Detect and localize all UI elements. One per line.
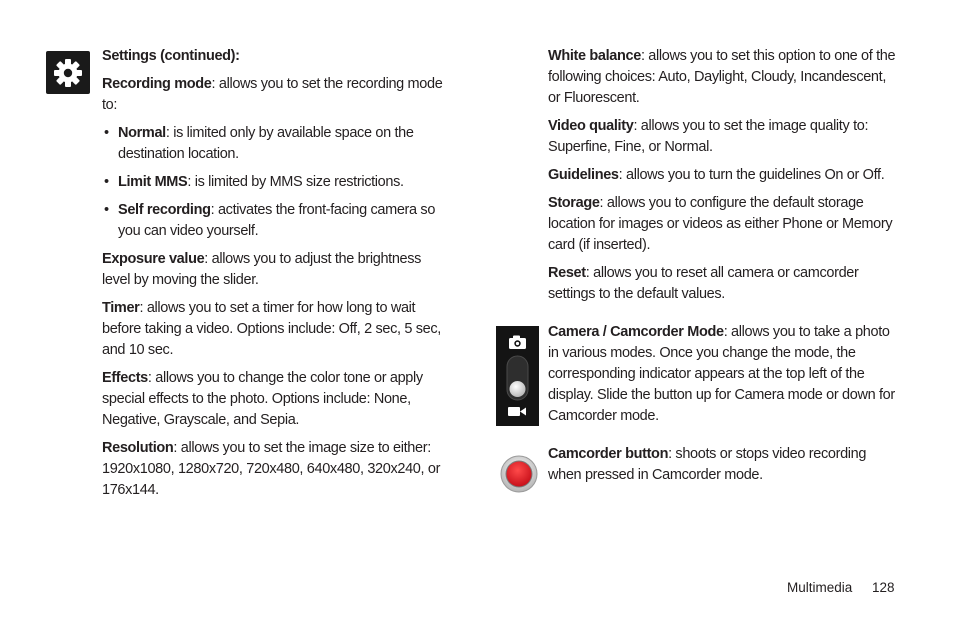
settings-gear-icon [46, 51, 90, 94]
white-balance-paragraph: White balance: allows you to set this option to one of the following choices: Auto, Daylight, Cloudy, Incandescent, or Fluorescent. [548, 48, 896, 106]
resolution-paragraph: Resolution: allows you to set the image size to either: 1920x1080, 1280x720, 720x480, 640x480, 320x240, or 176x144. [102, 440, 441, 498]
recording-mode-options [102, 123, 452, 242]
reset-paragraph: Reset: allows you to reset all camera or camcorder settings to the default values. [548, 265, 859, 302]
camera-mode-paragraph: Camera / Camcorder Mode: allows you to take a photo in various modes. Once you change the mode, the corresponding indicator appears at the top left of the display. Slide the button up for Camera mode or down for Camcorder mode. [548, 324, 895, 424]
bullet-limit-mms: • Limit MMS: is limited by MMS size restrictions. [102, 172, 452, 193]
storage-paragraph: Storage: allows you to configure the default storage location for images or videos as either Phone or Memory card (if inserted). [548, 195, 893, 253]
recording-mode-paragraph: Recording mode: allows you to set the recording mode to: [102, 76, 443, 113]
exposure-value-paragraph: Exposure value: allows you to adjust the brightness level by moving the slider. [102, 251, 422, 288]
camcorder-button-paragraph: Camcorder button: shoots or stops video recording when pressed in Camcorder mode. [548, 446, 867, 483]
gear-icon [51, 56, 85, 90]
effects-paragraph: Effects: allows you to change the color tone or apply special effects to the photo. Options include: None, Negative, Grayscale, and Sepia. [102, 370, 423, 428]
timer-paragraph: Timer: allows you to set a timer for how long to wait before taking a video. Options include: Off, 2 sec, 5 sec, and 10 sec. [102, 300, 441, 358]
section-heading: Settings (continued): [102, 48, 240, 64]
right-column [548, 46, 898, 493]
video-quality-paragraph: Video quality: allows you to set the image quality to: Superfine, Fine, or Normal. [548, 118, 869, 155]
bullet-normal: • Normal: is limited only by available space on the destination location. [102, 123, 452, 165]
left-column [102, 46, 452, 508]
guidelines-paragraph: Guidelines: allows you to turn the guidelines On or Off. [548, 167, 885, 183]
footer-page-number: 128 [872, 580, 895, 595]
record-button-icon [500, 455, 538, 493]
footer-section-name: Multimedia [787, 580, 853, 595]
camcorder-icon [508, 407, 526, 416]
bullet-self-recording: • Self recording: activates the front-facing camera so you can video yourself. [102, 200, 452, 242]
camera-camcorder-switch-icon [496, 326, 539, 426]
